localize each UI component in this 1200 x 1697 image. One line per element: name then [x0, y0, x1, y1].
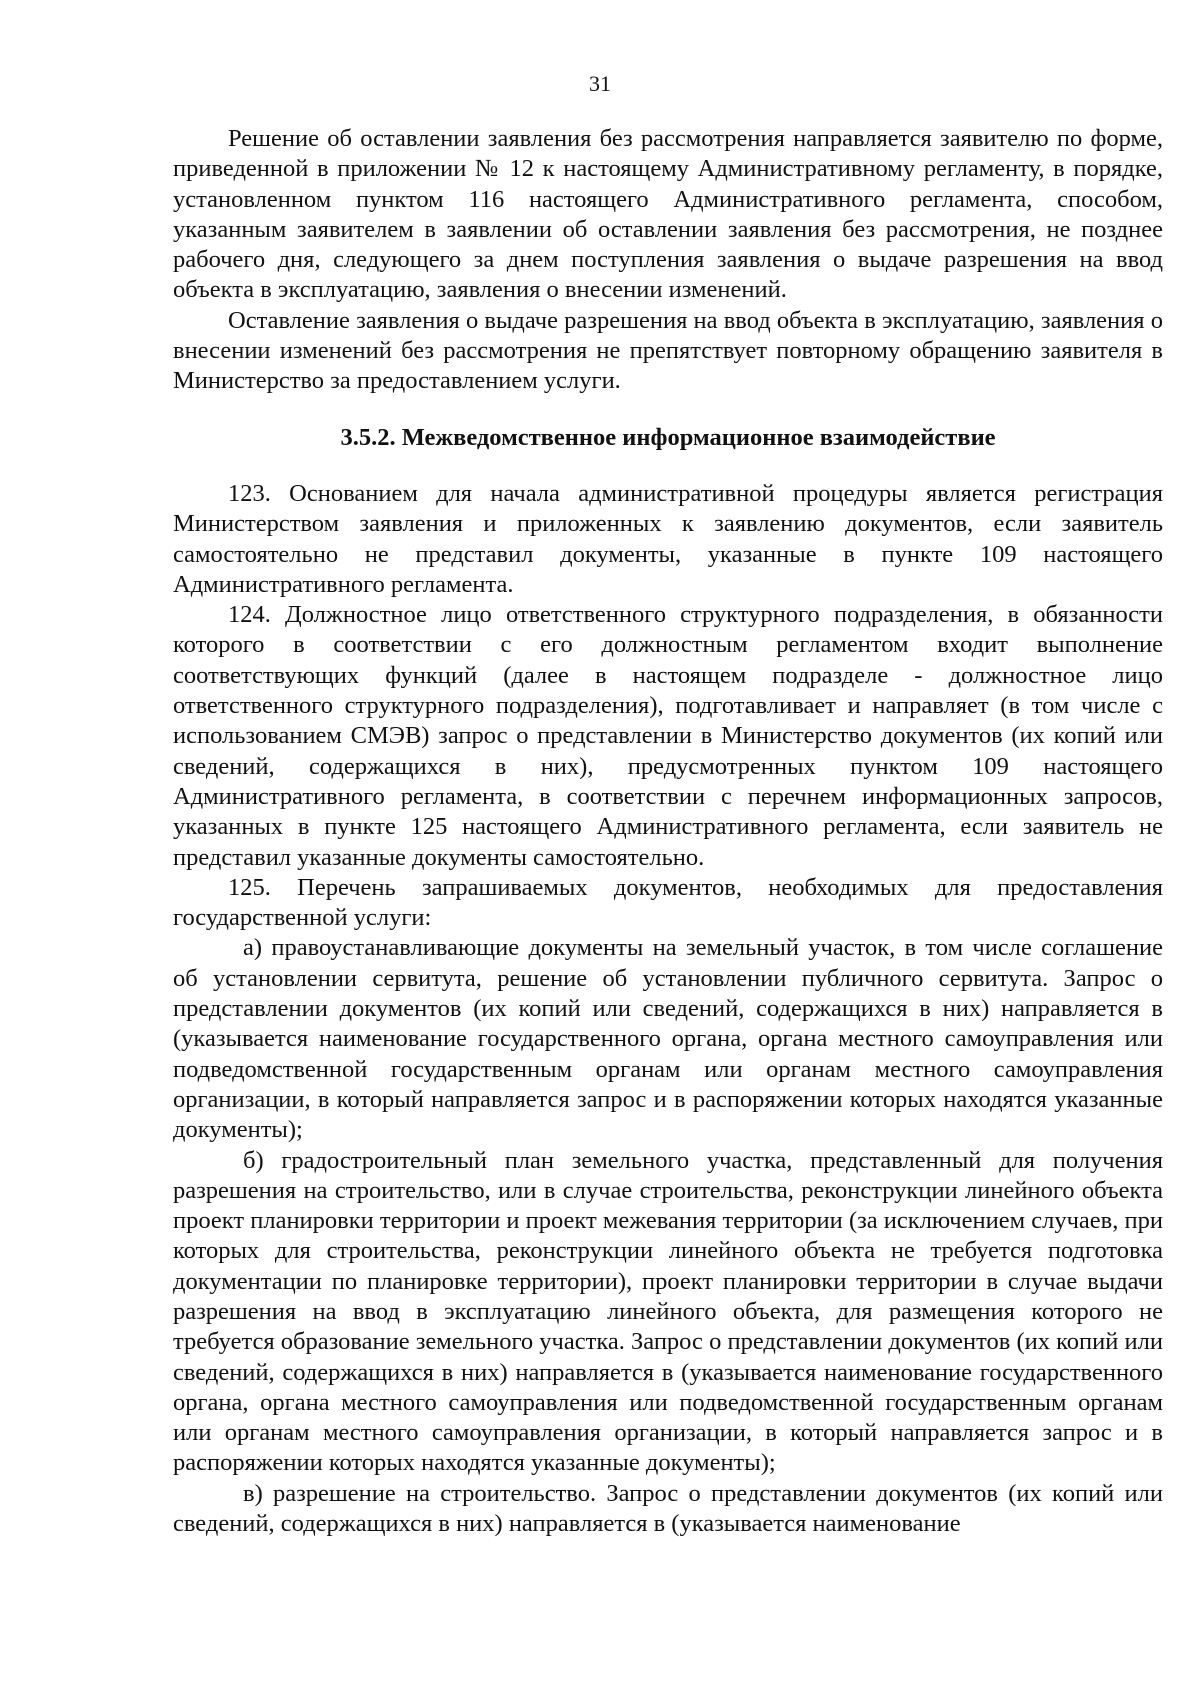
- section-heading: 3.5.2. Межведомственное информационное взаимодействие: [340, 423, 996, 451]
- list-item-a: а) правоустанавливающие документы на земельный участок, в том числе соглашение об установлении сервитута, решение об установлении публичного сервитута. Запрос о представлении документов (их копий или сведений, содержащихся в них) направляется в (указывается наименование государственного органа, органа местного самоуправления или подведомственной государственным органам или органам местного самоуправления организации, в который направляется запрос и в распоряжении которых находятся указанные документы);: [173, 934, 1163, 1144]
- paragraph: Оставление заявления о выдаче разрешения на ввод объекта в эксплуатацию, заявления о внесении изменений без рассмотрения не препятствует повторному обращению заявителя в Министерство за предоставлением услуги.: [173, 306, 1163, 395]
- document-body: [173, 124, 1163, 1539]
- paragraph: Решение об оставлении заявления без рассмотрения направляется заявителю по форме, приведенной в приложении № 12 к настоящему Административному регламенту, в порядке, установленном пунктом 116 настоящего Административного регламента, способом, указанным заявителем в заявлении об оставлении заявления без рассмотрения, не позднее рабочего дня, следующего за днем поступления заявления о выдаче разрешения на ввод объекта в эксплуатацию, заявления о внесении изменений.: [173, 125, 1163, 304]
- paragraph-125: 125. Перечень запрашиваемых документов, необходимых для предоставления государственной услуги:: [173, 873, 1163, 932]
- paragraph-123: 123. Основанием для начала административной процедуры является регистрация Министерством заявления и приложенных к заявлению документов, если заявитель самостоятельно не представил документы, указанные в пункте 109 настоящего Административного регламента.: [173, 479, 1163, 598]
- paragraph-124: 124. Должностное лицо ответственного структурного подразделения, в обязанности которого в соответствии с его должностным регламентом входит выполнение соответствующих функций (далее в настоящем подразделе - должностное лицо ответственного структурного подразделения), подготавливает и направляет (в том числе с использованием СМЭВ) запрос о представлении в Министерство документов (их копий или сведений, содержащихся в них), предусмотренных пунктом 109 настоящего Административного регламента, в соответствии с перечнем информационных запросов, указанных в пункте 125 настоящего Административного регламента, если заявитель не представил указанные документы самостоятельно.: [173, 601, 1163, 871]
- page-number: 31: [589, 71, 611, 96]
- list-item-v: в) разрешение на строительство. Запрос о представлении документов (их копий или сведений, содержащихся в них) направляется в (указывается наименование: [173, 1479, 1163, 1538]
- list-item-b: б) градостроительный план земельного участка, представленный для получения разрешения на строительство, или в случае строительства, реконструкции линейного объекта проект планировки территории и проект межевания территории (за исключением случаев, при которых для строительства, реконструкции линейного объекта не требуется подготовка документации по планировке территории), проект планировки территории в случае выдачи разрешения на ввод в эксплуатацию линейного объекта, для размещения которого не требуется образование земельного участка. Запрос о представлении документов (их копий или сведений, содержащихся в них) направляется в (указывается наименование государственного органа, органа местного самоуправления или подведомственной государственным органам или органам местного самоуправления организации, в который направляется запрос и в распоряжении которых находятся указанные документы);: [173, 1146, 1163, 1477]
